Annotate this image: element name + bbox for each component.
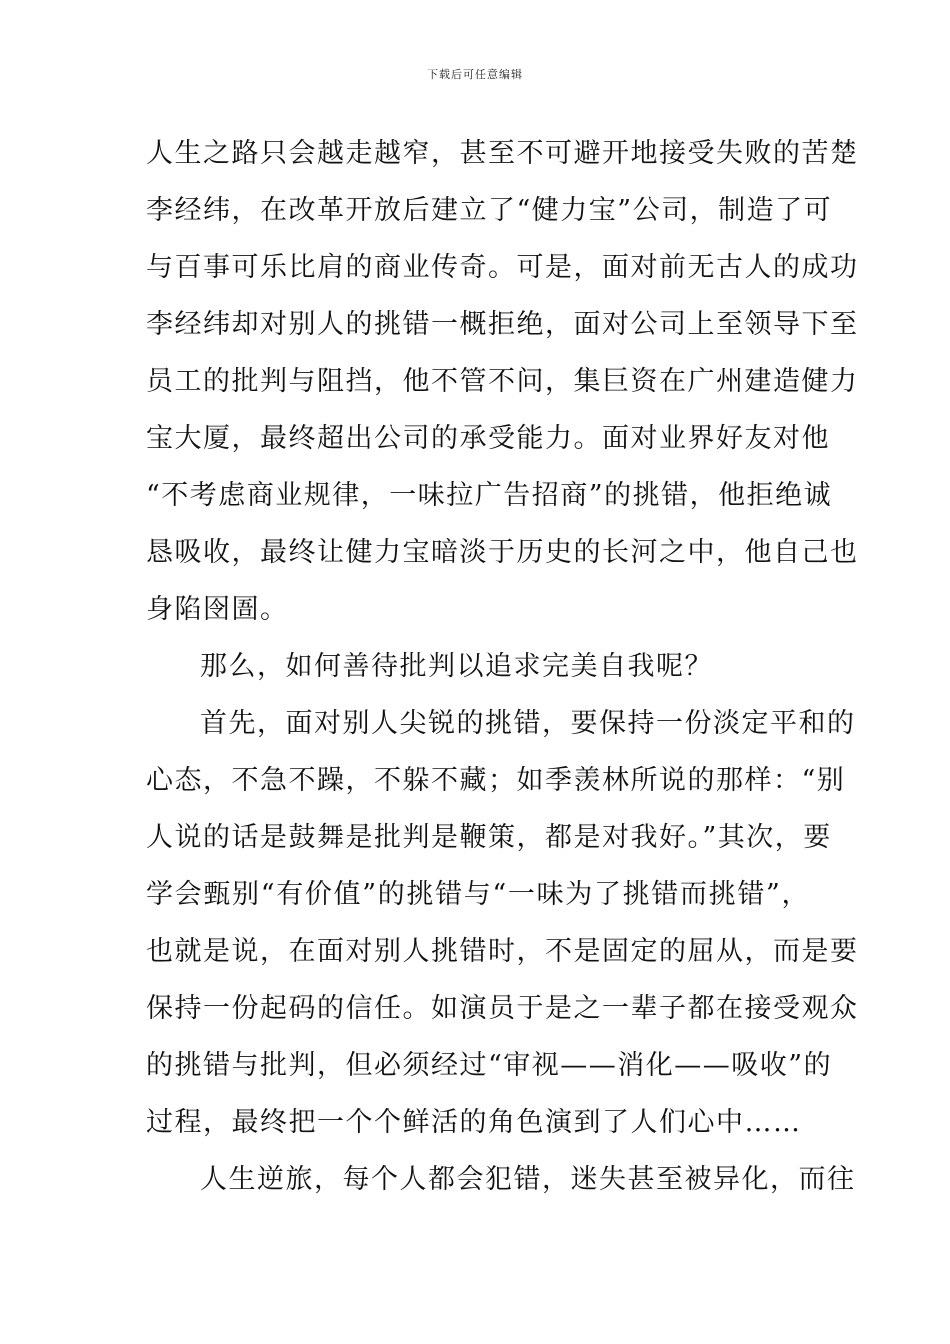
text-line: 也就是说，在面对别人挑错时，不是固定的屈从，而是要	[146, 936, 859, 967]
text-line: 过程，最终把一个个鲜活的角色演到了人们心中……	[146, 1107, 802, 1138]
document-body	[146, 125, 859, 1208]
text-line: 保持一份起码的信任。如演员于是之一辈子都在接受观众	[146, 993, 859, 1024]
text-line: 人生逆旅，每个人都会犯错，迷失甚至被异化，而往	[200, 1164, 856, 1195]
text-line: 身陷囹圄。	[146, 594, 289, 625]
text-line: “不考虑商业规律，一味拉广告招商”的挑错，他拒绝诚	[146, 480, 833, 511]
text-line: 宝大厦，最终超出公司的承受能力。面对业界好友对他	[146, 423, 830, 454]
text-line: 李经纬却对别人的挑错一概拒绝，面对公司上至领导下至	[146, 309, 859, 340]
text-line: 的挑错与批判，但必须经过“审视——消化——吸收”的	[146, 1050, 833, 1081]
text-line: 人说的话是鼓舞是批判是鞭策，都是对我好。”其次，要	[146, 822, 832, 853]
text-line: 人生之路只会越走越窄，甚至不可避开地接受失败的苦楚	[146, 138, 859, 169]
text-line: 首先，面对别人尖锐的挑错，要保持一份淡定平和的	[200, 708, 856, 739]
text-line: 李经纬，在改革开放后建立了“健力宝”公司，制造了可	[146, 195, 833, 226]
page-header: 下载后可任意编辑	[427, 68, 523, 81]
text-line: 与百事可乐比肩的商业传奇。可是，面对前无古人的成功	[146, 252, 859, 283]
text-line: 心态，不急不躁，不躲不藏；如季羡林所说的那样：“别	[146, 765, 846, 796]
text-line: 员工的批判与阻挡，他不管不问，集巨资在广州建造健力	[146, 366, 859, 397]
text-line: 恳吸收，最终让健力宝暗淡于历史的长河之中，他自己也	[146, 537, 859, 568]
text-line: 那么，如何善待批判以追求完美自我呢？	[200, 651, 713, 682]
text-line: 学会甄别“有价值”的挑错与“一味为了挑错而挑错”，	[146, 879, 810, 910]
